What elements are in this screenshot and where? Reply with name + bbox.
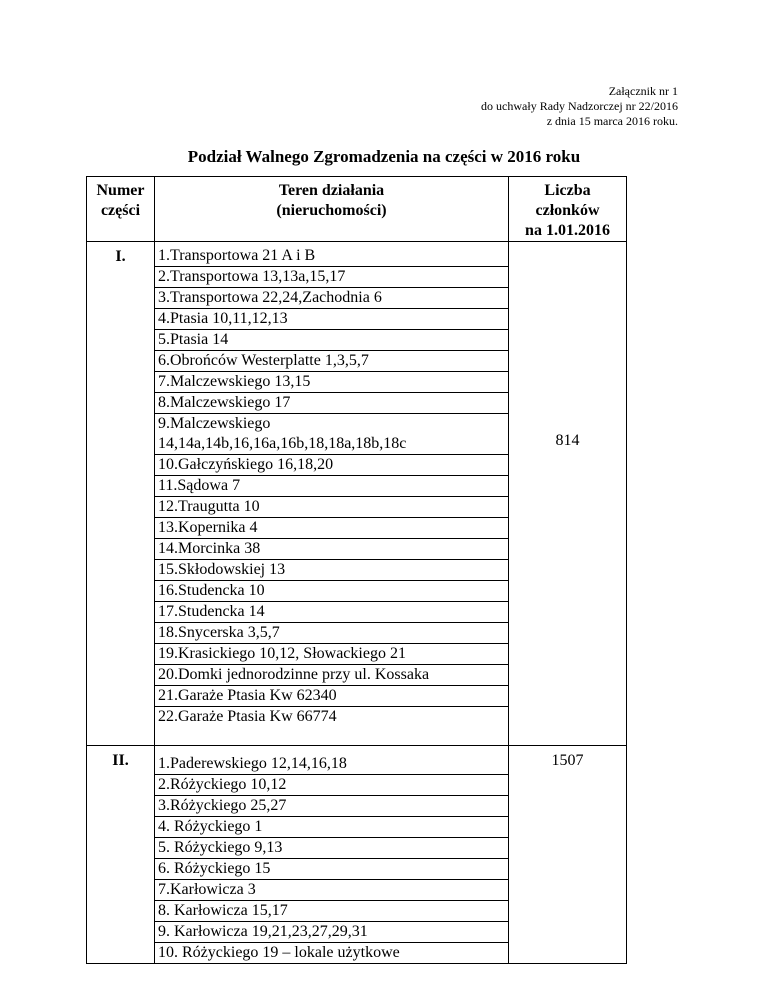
header-area-line-1: Teren działania [278, 182, 385, 199]
list-item: 22.Garaże Ptasia Kw 66774 [158, 708, 337, 725]
list-item: 20.Domki jednorodzinne przy ul. Kossaka [155, 665, 508, 686]
document-title: Podział Walnego Zgromadzenia na części w 2016 roku [187, 147, 581, 166]
list-item: 16.Studencka 10 [155, 581, 508, 602]
list-item: 12.Traugutta 10 [155, 497, 508, 518]
list-item: 5. Różyckiego 9,13 [155, 838, 508, 859]
header-area [155, 177, 509, 242]
part-number-cell [87, 242, 155, 746]
list-item: 10.Gałczyńskiego 16,18,20 [155, 455, 508, 476]
list-item: 7.Malczewskiego 13,15 [155, 372, 508, 393]
list-item: 18.Snycerska 3,5,7 [155, 623, 508, 644]
list-item: 4.Ptasia 10,11,12,13 [155, 309, 508, 330]
header-members [509, 177, 627, 242]
list-item: 9. Karłowicza 19,21,23,27,29,31 [155, 922, 508, 943]
list-item: 15.Skłodowskiej 13 [155, 560, 508, 581]
list-item: 17.Studencka 14 [155, 602, 508, 623]
header-number-line-2: części [100, 202, 141, 219]
address-list [155, 246, 508, 727]
parts-table [86, 176, 627, 964]
annex-line-2: do uchwały Rady Nadzorczej nr 22/2016 [481, 99, 678, 113]
list-item: 8. Karłowicza 15,17 [155, 901, 508, 922]
list-item: 2.Różyckiego 10,12 [155, 775, 508, 796]
list-item: 10. Różyckiego 19 – lokale użytkowe [158, 944, 400, 961]
part-number: I. [115, 248, 126, 265]
list-item: 1.Transportowa 21 A i B [155, 246, 508, 267]
header-number-line-1: Numer [96, 182, 145, 199]
table-row-part-2 [87, 746, 627, 964]
list-item: 9.Malczewskiego 14,14a,14b,16,16a,16b,18,18a,18b,18c [155, 414, 508, 455]
part-number: II. [112, 752, 129, 769]
annex-line-3: z dnia 15 marca 2016 roku. [546, 114, 678, 128]
list-item: 1.Paderewskiego 12,14,16,18 [155, 754, 508, 775]
list-item: 4. Różyckiego 1 [155, 817, 508, 838]
header-area-line-2: (nieruchomości) [276, 202, 387, 219]
addresses-cell [155, 746, 509, 964]
list-item: 7.Karłowicza 3 [155, 880, 508, 901]
header-number [87, 177, 155, 242]
list-item: 2.Transportowa 13,13a,15,17 [155, 267, 508, 288]
list-item: 6.Obrońców Westerplatte 1,3,5,7 [155, 351, 508, 372]
header-members-line-2: członków [535, 202, 600, 219]
list-item: 13.Kopernika 4 [155, 518, 508, 539]
part-number-cell [87, 746, 155, 964]
list-item: 19.Krasickiego 10,12, Słowackiego 21 [155, 644, 508, 665]
header-members-line-1: Liczba [544, 182, 591, 199]
members-count: 1507 [551, 752, 584, 769]
list-item: 3.Transportowa 22,24,Zachodnia 6 [155, 288, 508, 309]
table-row-part-1 [87, 242, 627, 746]
list-item: 14.Morcinka 38 [155, 539, 508, 560]
list-item: 6. Różyckiego 15 [155, 859, 508, 880]
list-item: 5.Ptasia 14 [155, 330, 508, 351]
table-header-row [87, 177, 627, 242]
members-count: 814 [555, 432, 580, 449]
addresses-cell [155, 242, 509, 746]
list-item: 3.Różyckiego 25,27 [155, 796, 508, 817]
header-members-line-3: na 1.01.2016 [525, 222, 610, 239]
annex-header [481, 84, 678, 129]
list-item: 8.Malczewskiego 17 [155, 393, 508, 414]
list-item: 21.Garaże Ptasia Kw 62340 [155, 686, 508, 707]
annex-line-1: Załącznik nr 1 [608, 84, 678, 98]
list-item: 11.Sądowa 7 [155, 476, 508, 497]
address-list [155, 754, 508, 963]
members-cell [509, 242, 627, 746]
members-cell [509, 746, 627, 964]
